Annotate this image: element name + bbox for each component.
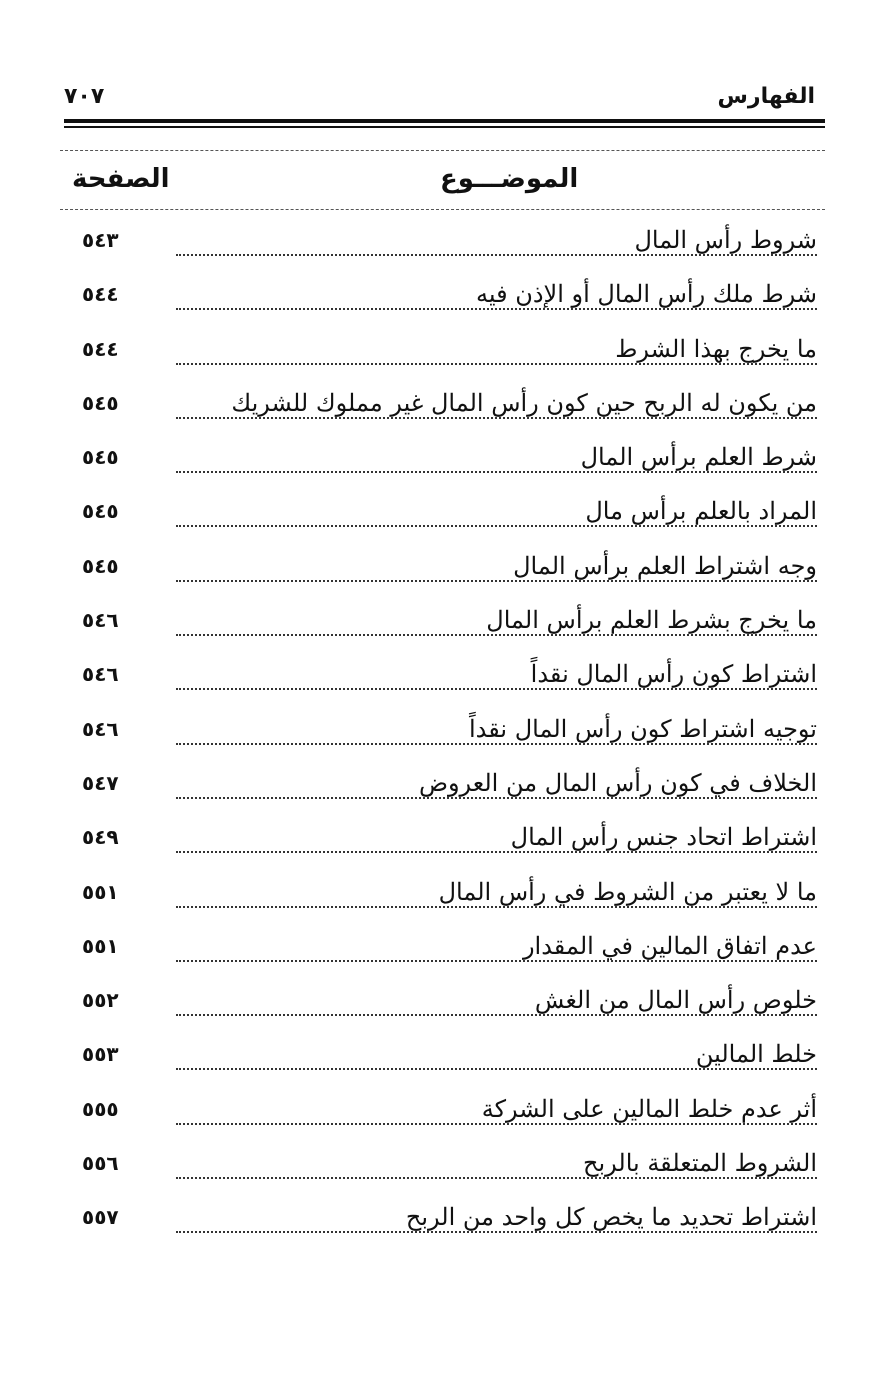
- entry-title: من يكون له الربح حين كون رأس المال غير مملوك للشريك: [225, 389, 817, 417]
- index-entry: [70, 978, 817, 1032]
- dot-leader: [176, 1177, 817, 1179]
- page-number: ٧٠٧: [64, 84, 105, 109]
- entry-title: ما يخرج بهذا الشرط: [609, 335, 817, 363]
- entry-page-number: ٥٤٥: [82, 390, 119, 415]
- index-entry: [70, 1141, 817, 1195]
- entry-page-number: ٥٤٦: [82, 662, 119, 687]
- dot-leader: [176, 1123, 817, 1125]
- entry-page-number: ٥٥٦: [82, 1151, 119, 1176]
- entry-page-number: ٥٥٣: [82, 1042, 119, 1067]
- entry-page-number: ٥٤٧: [82, 770, 119, 795]
- column-header-bottom-rule: [60, 209, 825, 210]
- dot-leader: [176, 960, 817, 962]
- index-entry: [70, 218, 817, 272]
- entry-title: المراد بالعلم برأس مال: [579, 497, 817, 525]
- dot-leader: [176, 1231, 817, 1233]
- entry-page-number: ٥٥٧: [82, 1205, 119, 1230]
- index-entry: [70, 924, 817, 978]
- index-entry: [70, 652, 817, 706]
- dot-leader: [176, 906, 817, 908]
- dot-leader: [176, 417, 817, 419]
- index-entry: [70, 544, 817, 598]
- entry-page-number: ٥٤٩: [82, 825, 119, 850]
- dot-leader: [176, 634, 817, 636]
- entry-title: أثر عدم خلط المالين على الشركة: [476, 1095, 817, 1123]
- entry-page-number: ٥٥١: [82, 879, 119, 904]
- entry-page-number: ٥٤٥: [82, 445, 119, 470]
- index-entry: [70, 815, 817, 869]
- running-head: [64, 84, 815, 118]
- dot-leader: [176, 308, 817, 310]
- entry-title: الشروط المتعلقة بالربح: [577, 1149, 817, 1177]
- entry-page-number: ٥٤٦: [82, 716, 119, 741]
- column-header-top-rule: [60, 150, 825, 151]
- dot-leader: [176, 688, 817, 690]
- entry-title: ما يخرج بشرط العلم برأس المال: [480, 606, 817, 634]
- index-entry: [70, 1032, 817, 1086]
- entry-page-number: ٥٤٦: [82, 608, 119, 633]
- dot-leader: [176, 363, 817, 365]
- dot-leader: [176, 580, 817, 582]
- entry-page-number: ٥٥٢: [82, 988, 119, 1013]
- dot-leader: [176, 797, 817, 799]
- index-entry: [70, 707, 817, 761]
- dot-leader: [176, 254, 817, 256]
- dot-leader: [176, 743, 817, 745]
- topic-column-heading: الموضـــوع: [440, 164, 579, 194]
- dot-leader: [176, 471, 817, 473]
- dot-leader: [176, 525, 817, 527]
- index-entries: [70, 218, 817, 1250]
- entry-page-number: ٥٤٥: [82, 499, 119, 524]
- index-entry: [70, 489, 817, 543]
- index-entry: [70, 381, 817, 435]
- entry-page-number: ٥٥١: [82, 933, 119, 958]
- index-entry: [70, 327, 817, 381]
- entry-page-number: ٥٤٤: [82, 282, 119, 307]
- entry-title: خلط المالين: [690, 1040, 817, 1068]
- page-column-heading: الصفحة: [72, 164, 170, 194]
- index-entry: [70, 598, 817, 652]
- entry-page-number: ٥٤٥: [82, 553, 119, 578]
- entry-title: ما لا يعتبر من الشروط في رأس المال: [433, 878, 817, 906]
- entry-title: خلوص رأس المال من الغش: [529, 986, 817, 1014]
- entry-title: عدم اتفاق المالين في المقدار: [517, 932, 817, 960]
- entry-page-number: ٥٤٤: [82, 336, 119, 361]
- entry-title: اشتراط اتحاد جنس رأس المال: [505, 823, 817, 851]
- index-entry: [70, 272, 817, 326]
- entry-title: شرط ملك رأس المال أو الإذن فيه: [470, 280, 817, 308]
- header-rule-thin: [64, 126, 825, 128]
- entry-page-number: ٥٥٥: [82, 1096, 119, 1121]
- entry-title: اشتراط كون رأس المال نقداً: [525, 660, 817, 688]
- entry-title: الخلاف في كون رأس المال من العروض: [413, 769, 817, 797]
- index-entry: [70, 1087, 817, 1141]
- entry-title: توجيه اشتراط كون رأس المال نقداً: [463, 715, 817, 743]
- entry-title: شرط العلم برأس المال: [575, 443, 817, 471]
- index-entry: [70, 761, 817, 815]
- section-title: الفهارس: [717, 84, 815, 109]
- entry-page-number: ٥٤٣: [82, 228, 119, 252]
- entry-title: وجه اشتراط العلم برأس المال: [507, 552, 817, 580]
- entry-title: شروط رأس المال: [628, 226, 817, 254]
- dot-leader: [176, 1014, 817, 1016]
- dot-leader: [176, 851, 817, 853]
- index-entry: [70, 1195, 817, 1249]
- header-rule-thick: [64, 119, 825, 123]
- entry-title: اشتراط تحديد ما يخص كل واحد من الربح: [400, 1203, 817, 1231]
- index-entry: [70, 870, 817, 924]
- index-entry: [70, 435, 817, 489]
- dot-leader: [176, 1068, 817, 1070]
